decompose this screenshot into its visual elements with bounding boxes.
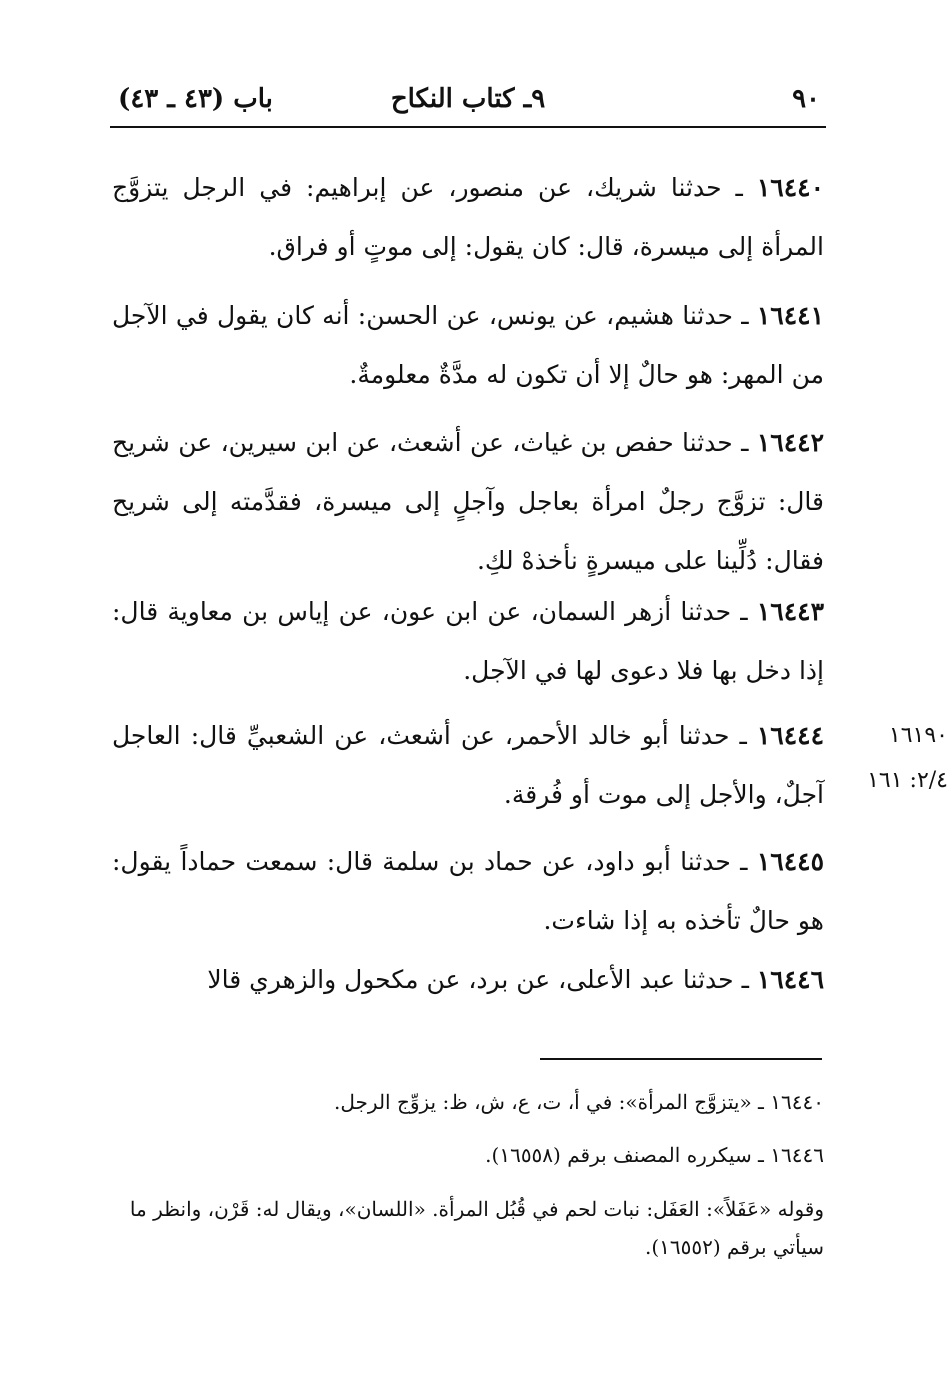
book-title: ٩ـ كتاب النكاح (390, 84, 546, 114)
hadith-number: ١٦٤٤٤ (756, 721, 824, 750)
margin-ref-2: ٢/٤: ١٦١ (867, 768, 948, 793)
header-rule (110, 126, 826, 128)
hadith-16445 (112, 832, 824, 950)
hadith-16444 (112, 706, 824, 824)
footnote-3: وقوله «عَفَلاً»: العَفَل: نبات لحم في قُبُل المرأة. «اللسان»، ويقال له: قَرْن، وانظر ما سيأتي برقم (١٦٥٥٢). (129, 1197, 824, 1259)
hadith-text: ـ حدثنا أبو خالد الأحمر، عن أشعث، عن الشعبيِّ قال: العاجل آجلٌ، والأجل إلى موت أو فُرقة. (112, 721, 824, 809)
hadith-16443 (112, 582, 824, 700)
hadith-number: ١٦٤٤١ (756, 301, 824, 330)
hadith-text: ـ حدثنا عبد الأعلى، عن برد، عن مكحول والزهري قالا (207, 965, 757, 994)
hadith-16446 (112, 950, 824, 1009)
hadith-number: ١٦٤٤٠ (756, 173, 824, 202)
hadith-text: ـ حدثنا أبو داود، عن حماد بن سلمة قال: سمعت حماداً يقول: هو حالٌ تأخذه به إذا شاءت. (112, 847, 824, 935)
hadith-number: ١٦٤٤٣ (756, 597, 824, 626)
footnote-rule (540, 1058, 822, 1060)
hadith-16441 (112, 286, 824, 404)
chapter-heading: باب (٤٣ ـ ٤٣) (118, 84, 273, 114)
page-header (112, 84, 824, 124)
hadith-text: ـ حدثنا هشيم، عن يونس، عن الحسن: أنه كان يقول في الآجل من المهر: هو حالٌ إلا أن تكون له مدَّةٌ معلومةٌ. (112, 301, 824, 389)
hadith-16440 (112, 158, 824, 276)
hadith-text: ـ حدثنا حفص بن غياث، عن أشعث، عن ابن سيرين، عن شريح قال: تزوَّج رجلٌ امرأة بعاجل وآجلٍ إلى ميسرة، فقدَّمته إلى شريح فقال: دُلِّينا على ميسرةٍ نأخذهْ لكِ. (112, 428, 824, 575)
hadith-number: ١٦٤٤٥ (756, 847, 824, 876)
hadith-16442 (112, 413, 824, 590)
margin-ref-1: ١٦١٩٠ (888, 723, 948, 748)
page-number: ٩٠ (792, 84, 820, 114)
hadith-text: ـ حدثنا أزهر السمان، عن ابن عون، عن إياس بن معاوية قال: إذا دخل بها فلا دعوى لها في الآجل. (112, 597, 824, 685)
hadith-number: ١٦٤٤٦ (756, 965, 824, 994)
hadith-text: ـ حدثنا شريك، عن منصور، عن إبراهيم: في الرجل يتزوَّج المرأة إلى ميسرة، قال: كان يقول: إلى موتٍ أو فراق. (112, 173, 824, 261)
hadith-number: ١٦٤٤٢ (756, 428, 824, 457)
footnote-2: ١٦٤٤٦ ـ سيكرره المصنف برقم (١٦٥٥٨). (485, 1143, 824, 1167)
footnote-1: ١٦٤٤٠ ـ «يتزوَّج المرأة»: في أ، ت، ع، ش، ظ: يزوِّج الرجل. (334, 1090, 824, 1114)
